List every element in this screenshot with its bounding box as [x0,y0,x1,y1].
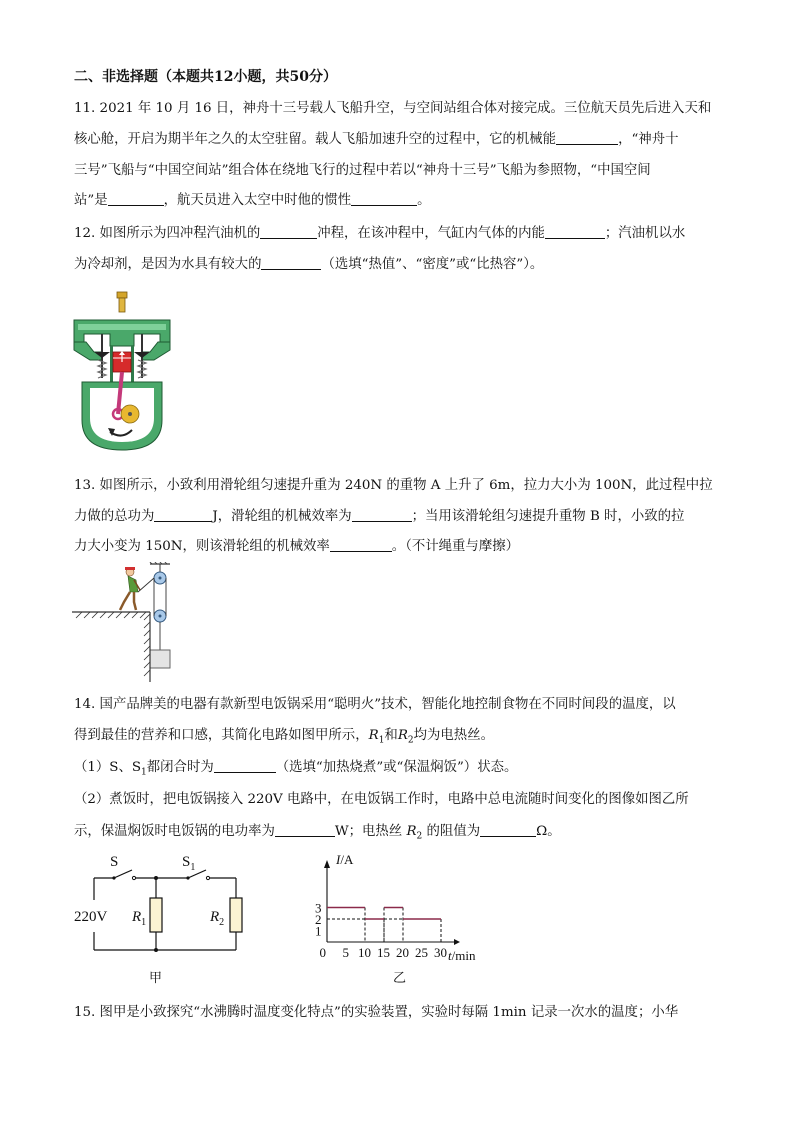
r2-label: $R_2$ [210,909,225,928]
graph-caption: 乙 [393,971,407,986]
answer-blank[interactable] [261,256,321,270]
x-axis-arrow-icon [454,939,460,945]
x-tick-label: 30 [434,945,447,960]
junction-dot [154,948,158,952]
q14-line1: 14. 国产品牌美的电器有款新型电饭锅采用“聪明火”技术，智能化地控制食物在不同时间段的温度，以 [74,697,676,712]
answer-blank[interactable] [480,823,536,837]
x-tick-label: 25 [415,945,428,960]
q11-line1: 11. 2021 年 10 月 16 日，神舟十三号载人飞船升空，与空间站组合体对接完成。三位航天员先后进入天和 [74,101,712,116]
r1-label: $R_1$ [132,909,147,928]
q13-line3: 力大小变为 150N，则该滑轮组的机械效率 。（不计绳重与摩擦） [74,539,519,554]
weight-block [150,650,170,668]
resistor-r1 [150,898,162,932]
switch-s1-label: $S_1$ [182,854,196,873]
q14-line5: 示，保温焖饭时电饭锅的电功率为 W；电热丝 $R_2$ 的阻值为 Ω。 [74,824,561,842]
junction-dot [154,876,158,880]
answer-blank[interactable] [556,131,618,145]
y-tick-label: 2 [315,912,322,927]
switch-s-label: S [110,854,119,870]
x-tick-label: 5 [342,945,349,960]
circuit-caption: 甲 [149,971,163,986]
answer-blank[interactable] [352,508,412,522]
q12-line2: 为冷却剂，是因为水具有较大的 （选填“热值”、“密度”或“比热容”）。 [74,257,544,272]
q14-line4: （2）煮饭时，把电饭锅接入 220V 电路中，在电饭锅工作时，电路中总电流随时间变化的图像如图乙所 [74,792,689,807]
q11-line4: 站”是 ，航天员进入太空中时他的惯性 。 [74,193,431,208]
answer-blank[interactable] [545,225,605,239]
answer-blank[interactable] [330,538,392,552]
answer-blank[interactable] [108,192,164,206]
y-tick-label: 3 [315,900,322,916]
y-tick-label: 1 [315,923,322,939]
pulley-figure [72,562,182,684]
answer-blank[interactable] [154,508,212,522]
q11-line2: 核心舱，开启为期半年之久的太空驻留。载人飞船加速升空的过程中，它的机械能 ，“神舟十 [74,132,679,147]
x-tick-label: 15 [377,945,390,960]
q12-line1: 12. 如图所示为四冲程汽油机的 冲程，在该冲程中，气缸内气体的内能 ；汽油机以水 [74,226,686,241]
q15-line1: 15. 图甲是小致探究“水沸腾时温度变化特点”的实验装置，实验时每隔 1min 记录一次水的温度；小华 [74,1005,679,1020]
answer-blank[interactable] [214,759,276,773]
q11-line3: 三号”飞船与“中国空间站”组合体在绕地飞行的过程中若以“神舟十三号”飞船为参照物，“中国空间 [74,163,651,178]
x-tick-label: 0 [319,945,326,960]
answer-blank[interactable] [260,225,317,239]
x-tick-label: 20 [396,945,409,960]
q14-line3: （1）S、$S_1$都闭合时为 （选填“加热烧煮”或“保温焖饭”）状态。 [74,760,518,778]
engine-figure [72,290,172,455]
circuit-diagram [70,850,250,990]
q14-line2: 得到最佳的营养和口感，其简化电路如图甲所示，$R_1$和$R_2$均为电热丝。 [74,728,494,746]
y-axis-arrow-icon [324,860,330,868]
cylinder-head [74,320,170,346]
graph-y-label: I/A [336,852,354,867]
switch-s [114,870,132,878]
q13-line2: 力做的总功为 J，滑轮组的机械效率为 ；当用该滑轮组匀速提升重物 B 时，小致的拉 [74,509,685,524]
voltage-label: 220V [74,909,108,925]
answer-blank[interactable] [275,823,335,837]
q13-line1: 13. 如图所示，小致利用滑轮组匀速提升重为 240N 的重物 A 上升了 6m，拉力大小为 100N，此过程中拉 [74,478,713,493]
x-tick-label: 10 [358,945,371,960]
answer-blank[interactable] [351,192,417,206]
section-title: 二、非选择题（本题共12小题，共50分） [74,69,337,85]
current-graph [300,850,500,990]
resistor-r2 [230,898,242,932]
spark-plug-icon [117,292,127,298]
graph-x-label: t/min [448,948,476,963]
